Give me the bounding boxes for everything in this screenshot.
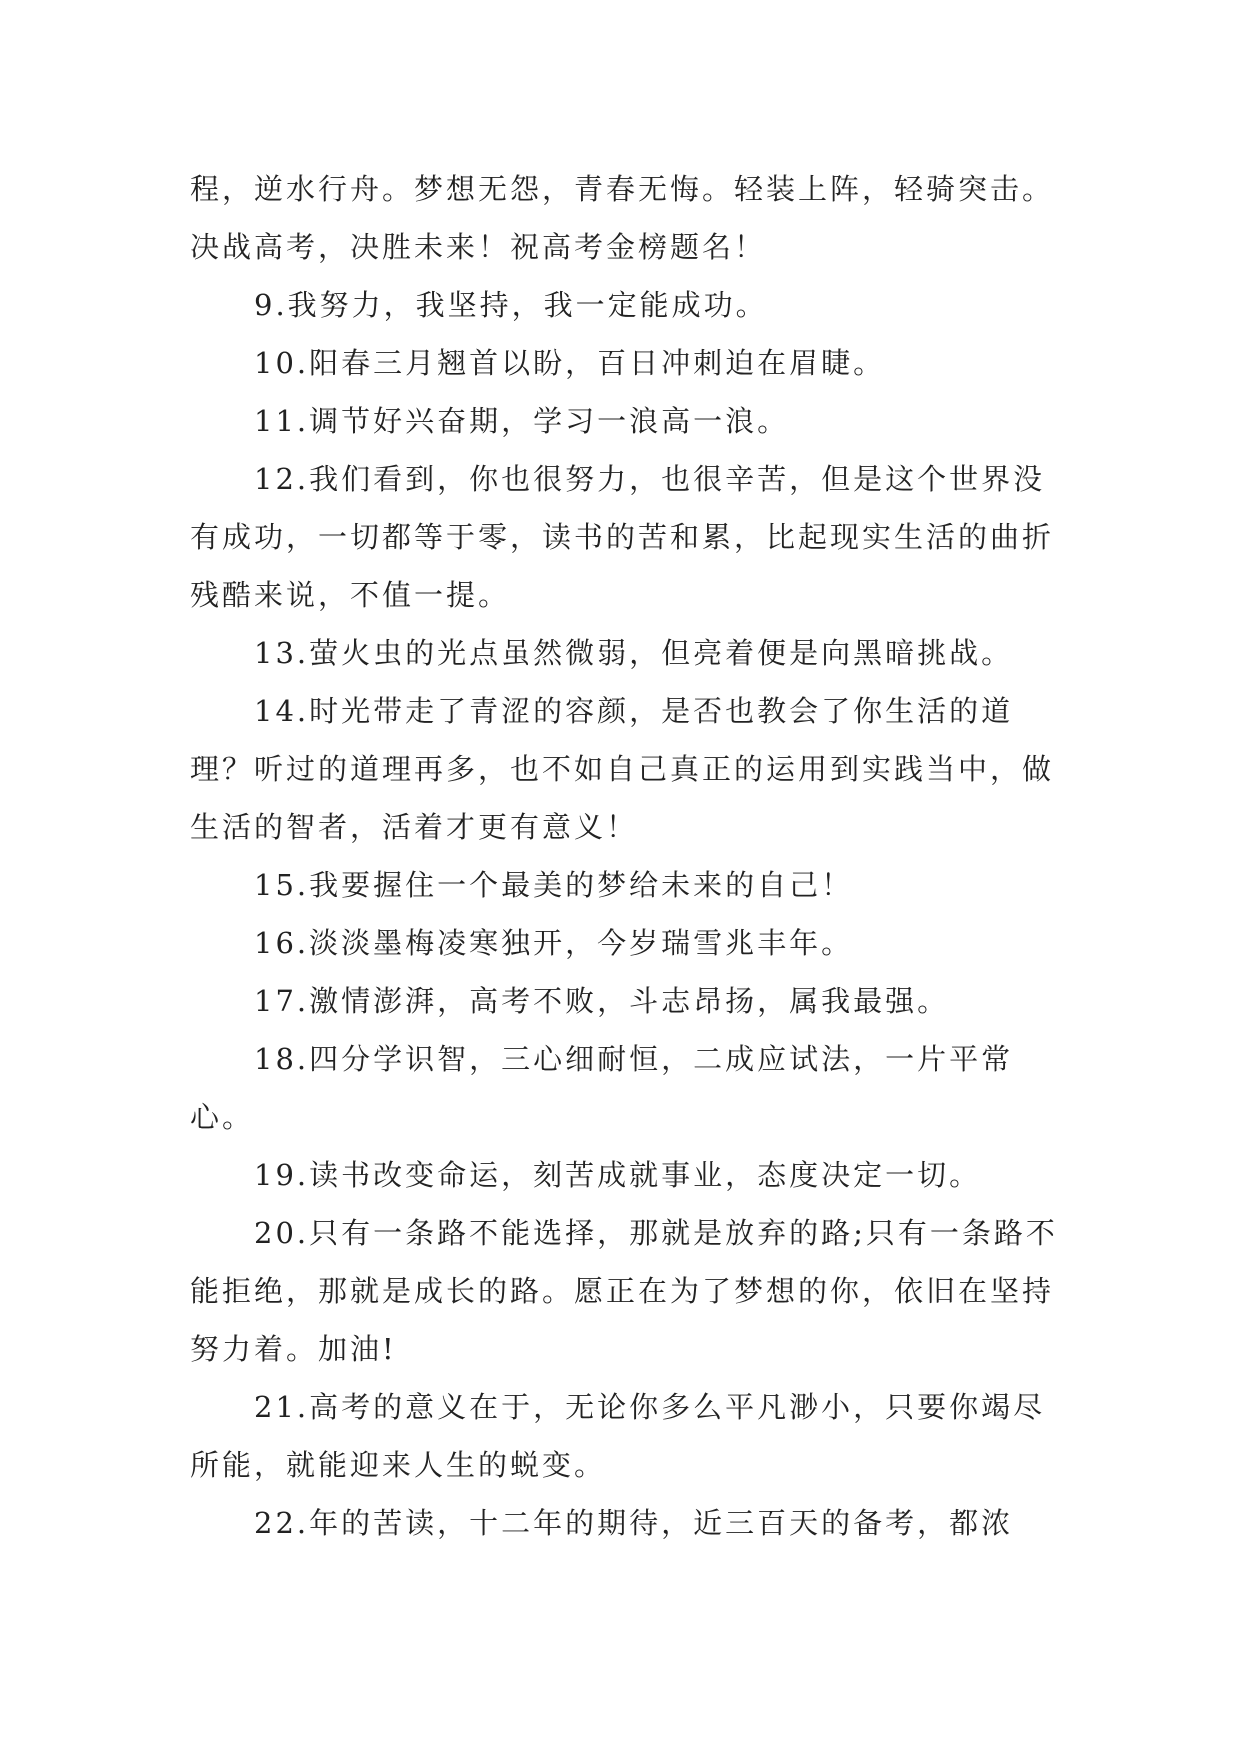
paragraph-item-13: 13.萤火虫的光点虽然微弱，但亮着便是向黑暗挑战。: [254, 636, 1014, 670]
paragraph-item-9: 9.我努力，我坚持，我一定能成功。: [254, 288, 768, 322]
paragraph-item-22: 22.年的苦读，十二年的期待，近三百天的备考，都浓: [254, 1506, 1014, 1540]
document-body: [190, 160, 1060, 1552]
paragraph-item-21: 21.高考的意义在于，无论你多么平凡渺小，只要你竭尽所能，就能迎来人生的蜕变。: [190, 1390, 1046, 1482]
paragraph-item-17: 17.激情澎湃，高考不败，斗志昂扬，属我最强。: [254, 984, 950, 1018]
paragraph-item-11: 11.调节好兴奋期，学习一浪高一浪。: [254, 404, 790, 438]
paragraph-item-19: 19.读书改变命运，刻苦成就事业，态度决定一切。: [254, 1158, 982, 1192]
paragraph-item-16: 16.淡淡墨梅凌寒独开，今岁瑞雪兆丰年。: [254, 926, 854, 960]
paragraph-continuation: 程，逆水行舟。梦想无怨，青春无悔。轻装上阵，轻骑突击。决战高考，决胜未来！祝高考金榜题名！: [190, 172, 1055, 264]
paragraph-item-12: 12.我们看到，你也很努力，也很辛苦，但是这个世界没有成功，一切都等于零，读书的苦和累，比起现实生活的曲折残酷来说，不值一提。: [190, 462, 1055, 612]
paragraph-item-14: 14.时光带走了青涩的容颜，是否也教会了你生活的道理？听过的道理再多，也不如自己真正的运用到实践当中，做生活的智者，活着才更有意义！: [190, 694, 1055, 844]
paragraph-item-10: 10.阳春三月翘首以盼，百日冲刺迫在眉睫。: [254, 346, 886, 380]
paragraph-item-18: 18.四分学识智，三心细耐恒，二成应试法，一片平常心。: [190, 1042, 1014, 1134]
paragraph-item-15: 15.我要握住一个最美的梦给未来的自己！: [254, 868, 854, 902]
paragraph-item-20: 20.只有一条路不能选择，那就是放弃的路;只有一条路不能拒绝，那就是成长的路。愿正在为了梦想的你，依旧在坚持努力着。加油!: [190, 1216, 1058, 1366]
